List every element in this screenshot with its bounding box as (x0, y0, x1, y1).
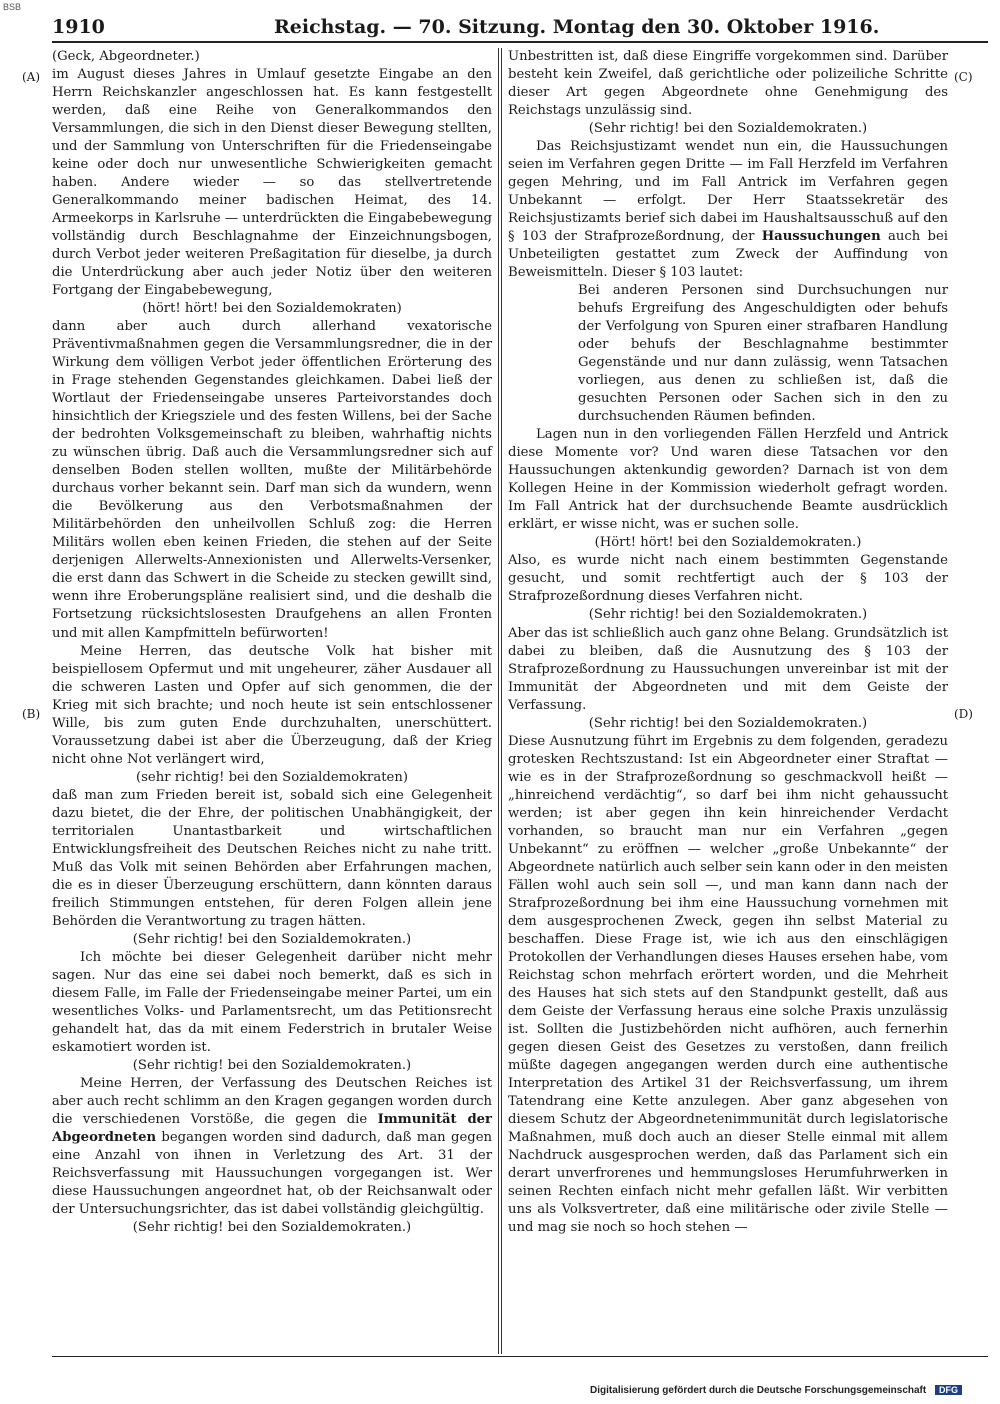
paragraph: daß man zum Frieden bereit ist, sobald sich eine Gelegenheit dazu bietet, die der Ehre, der politischen Unabhängigkeit, der territorialen Unantastbarkeit und wirtschaftlichen Entwicklungsfreiheit des Deutschen Reiches nicht zu nahe tritt. Muß das Volk mit seinen Behörden aber Erfahrungen machen, die es in dieser Überzeugung erschüttern, dann könnten daraus freilich Stimmungen entstehen, für deren Folgen allein jene Behörden die Verantwortung zu tragen hätten. (52, 787, 492, 929)
interjection: (hört! hört! bei den Sozialdemokraten) (142, 301, 402, 317)
text: Meine Herren, der Verfassung des Deutschen Reiches ist aber auch recht schlimm an den Kragen gegangen worden durch die verschiedenen Vorstöße, die gegen die (52, 1075, 492, 1127)
interjection: (Sehr richtig! bei den Sozialdemokraten.) (588, 607, 868, 623)
paragraph: dann aber auch durch allerhand vexatorische Präventivmaßnahmen gegen die Versammlungsredner, die in der Wirkung dem völligen Verbot jeder öffentlichen Erörterung des in Frage stehenden Gegenstandes gleichkamen. Dabei ließ der Wortlaut der Friedenseingabe unseres Parteivorstandes doch hinsichtlich der Kriegsziele und des festen Willens, bei der Sache der bedrohten Volksgemeinschaft zu bleiben, wahrhaftig nichts zu wünschen übrig. Daß auch die Versammlungsredner sich auf denselben Boden stellen wollten, mußte der Militärbehörde durchaus vorher bekannt sein. Darf man sich da wundern, wenn die Bevölkerung aus den Verbotsmaßnahmen der Militärbehörden den unheilvollen Schluß zog: die Herren Militärs wollen eben keinen Frieden, die stehen auf der Seite derjenigen Allerwelts-Annexionisten und Allerwelts-Versenker, die erst dann das Schwert in die Scheide zu stecken gewillt sind, wenn ihre Eroberungspläne realisiert sind, und die deshalb die Fortsetzung rücksichtslosesten Draufgehens an allen Fronten und mit allen Kampfmitteln befürworten! (52, 319, 492, 641)
paragraph (508, 138, 948, 282)
footer-rule (52, 1356, 988, 1357)
paragraph: Aber das ist schließlich auch ganz ohne Belang. Grundsätzlich ist dabei zu bleiben, daß die Ausnutzung des § 103 der Strafprozeßordnung zu Haussuchungen unvereinbar ist mit der Immunität der Abgeordneten und mit dem Geiste der Verfassung. (508, 625, 948, 713)
text: begangen worden sind dadurch, daß man gegen eine Anzahl von ihnen in Verletzung des Art. 31 der Reichsverfassung mit Haussuchungen vorgegangen ist. Wer diese Haussuchungen angeordnet hat, ob der Reichsanwalt oder der Untersuchungsrichter, das ist dabei vollständig gleichgültig. (52, 1129, 492, 1217)
quotation: Bei anderen Personen sind Durchsuchungen nur behufs Ergreifung des Angeschuldigten oder behufs der Verfolgung von Spuren einer strafbaren Handlung oder behufs der Beschlagnahme bestimmter Gegenstände und nur dann zulässig, wenn Tatsachen vorliegen, aus denen zu schließen ist, daß die gesuchten Personen oder Sachen sich in den zu durchsuchenden Räumen befinden. (578, 283, 948, 425)
interjection: (Sehr richtig! bei den Sozialdemokraten.) (132, 931, 412, 947)
interjection: (Sehr richtig! bei den Sozialdemokraten.) (132, 1220, 412, 1236)
paragraph: Ich möchte bei dieser Gelegenheit darüber nicht mehr sagen. Nur das eine sei dabei noch bemerkt, daß es sich in diesem Falle, im Falle der Friedenseingabe meiner Partei, um ein wesentliches Volks- und Parlamentsrecht, um das Petitionsrecht gehandelt hat, das da mit einem Federstrich in brutaler Weise eskamotiert worden ist. (52, 949, 492, 1055)
margin-label-a: (A) (22, 70, 41, 84)
column-divider (501, 48, 502, 1354)
page-number: 1910 (52, 16, 105, 38)
right-column (508, 48, 948, 1237)
library-mark: BSB (3, 2, 22, 12)
column-divider (498, 48, 499, 1354)
interjection: (Sehr richtig! bei den Sozialdemokraten.) (588, 715, 868, 731)
dfg-logo: DFG (935, 1385, 962, 1395)
interjection: (Sehr richtig! bei den Sozialdemokraten.) (588, 121, 868, 137)
header-rule (52, 41, 988, 43)
paragraph (52, 1075, 492, 1219)
keyword: Immunität der Abgeordneten (52, 1111, 493, 1145)
keyword: Haussuchungen (761, 229, 881, 245)
paragraph: im August dieses Jahres in Umlauf gesetzte Eingabe an den Herrn Reichskanzler angeschlossen hat. Es kann festgestellt werden, daß eine Reihe von Generalkommandos den Versammlungen, die sich in den Dienst dieser Bewegung stellten, und der Sammlung von Unterschriften für die Friedenseingabe keine oder doch nur unwesentliche Schwierigkeiten gemacht haben. Andere wieder — so das stellvertretende Generalkommando meiner badischen Heimat, des 14. Armeekorps in Karlsruhe — unterdrückten die Eingabebewegung vollständig durch Beschlagnahme der Einzeichnungsbogen, durch Verbot jeder weiteren Preßagitation für dieselbe, ja durch die Unterdrückung aber auch jeder Notiz über den weiteren Fortgang der Eingabebewegung, (52, 67, 492, 299)
interjection: (sehr richtig! bei den Sozialdemokraten) (136, 769, 408, 785)
margin-label-d: (D) (954, 707, 973, 721)
margin-label-b: (B) (22, 707, 41, 721)
text: auch bei Unbeteiligten gestattet zum Zweck der Auffindung von Beweismitteln. Dieser § 103 lautet: (508, 229, 948, 281)
speaker-label: (Geck, Abgeordneter.) (52, 49, 200, 64)
interjection: (Hört! hört! bei den Sozialdemokraten.) (594, 535, 862, 551)
paragraph: Lagen nun in den vorliegenden Fällen Herzfeld und Antrick diese Momente vor? Und waren diese Tatsachen vor den Haussuchungen aktenkundig geworden? Darnach ist von dem Kollegen Heine in der Kommission wiederholt gefragt worden. Im Fall Antrick hat der durchsuchende Beamte ausdrücklich erklärt, er wisse nicht, was er suchen solle. (508, 427, 948, 533)
funding-note (590, 1385, 962, 1396)
interjection: (Sehr richtig! bei den Sozialdemokraten.) (132, 1057, 412, 1073)
funding-text: Digitalisierung gefördert durch die Deutsche Forschungsgemeinschaft (590, 1385, 927, 1396)
page-header (52, 16, 996, 40)
paragraph: Meine Herren, das deutsche Volk hat bisher mit beispiellosem Opfermut und mit ungeheurer, zäher Ausdauer all die schweren Lasten und Opfer auf sich genommen, die der Krieg mit sich brachte; und noch heute ist sein entschlossener Wille, bis zum guten Ende durchzuhalten, unerschüttert. Voraussetzung dabei ist aber die Überzeugung, daß der Krieg nicht ohne Not verlängert wird, (52, 643, 492, 767)
page-title: Reichstag. — 70. Sitzung. Montag den 30. Oktober 1916. (274, 16, 880, 38)
left-column (52, 48, 492, 1237)
margin-label-c: (C) (954, 70, 973, 84)
paragraph: Diese Ausnutzung führt im Ergebnis zu dem folgenden, geradezu grotesken Rechtszustand: Ist ein Abgeordneter einer Straftat — wie es in der Strafprozeßordnung so geschmackvoll heißt — „hinreichend verdächtig“, so darf bei ihm nicht gehaussucht werden; ist aber gegen ihn kein hinreichender Verdacht vorhanden, so braucht man nur ein Verfahren „gegen Unbekannt“ zu eröffnen — welcher „große Unbekannte“ der Abgeordnete natürlich auch selber sein kann oder in den meisten Fällen wohl auch sein soll —, und man kann dann nach der Strafprozeßordnung bei ihm eine Haussuchung vornehmen mit dem ausgesprochenen Zweck, gegen ihn selbst Material zu beschaffen. Diese Frage ist, wie ich aus den einschlägigen Protokollen der Verhandlungen dieses Hauses ersehen habe, vom Reichstag schon mehrfach erörtert worden, und die Mehrheit des Hauses hat sich stets auf den Standpunkt gestellt, daß aus dem Geiste der Verfassung heraus eine solche Praxis unzulässig ist. Sollten die Justizbehörden nicht aufhören, auch fernerhin gegen diesen Geist des Gesetzes zu verstoßen, dann freilich müßte dagegen angegangen werden durch eine authentische Interpretation des Artikel 31 der Reichsverfassung, um ihrem Tatendrang eine Kette anzulegen. Aber ganz abgesehen von diesem Schutz der Abgeordnetenimmunität durch legislatorische Maßnahmen, muß doch auch an dieser Stelle einmal mit allem Nachdruck ausgesprochen werden, daß das Parlament sich ein derart unverfrorenes und hemmungsloses Herumfuhrwerken in seinen Rechten einfach nicht mehr gefallen läßt. Wir verbitten uns als Volksvertreter, daß eine militärische oder zivile Stelle — und mag sie noch so hoch stehen — (508, 733, 948, 1236)
text: Das Reichsjustizamt wendet nun ein, die Haussuchungen seien im Verfahren gegen Dritte — im Fall Herzfeld im Verfahren gegen Mehring, und im Fall Antrick im Verfahren gegen Unbekannt — erfolgt. Der Herr Staatssekretär des Reichsjustizamts berief sich dabei im Haushaltsausschuß auf den § 103 der Strafprozeßordnung, der (508, 139, 948, 245)
paragraph: Unbestritten ist, daß diese Eingriffe vorgekommen sind. Darüber besteht kein Zweifel, daß gerichtliche oder polizeiliche Schritte dieser Art gegen Abgeordnete ohne Genehmigung des Reichstags unzulässig sind. (508, 49, 948, 119)
paragraph: Also, es wurde nicht nach einem bestimmten Gegenstande gesucht, und somit rechtfertigt auch der § 103 der Strafprozeßordnung dieses Verfahren nicht. (508, 553, 948, 605)
